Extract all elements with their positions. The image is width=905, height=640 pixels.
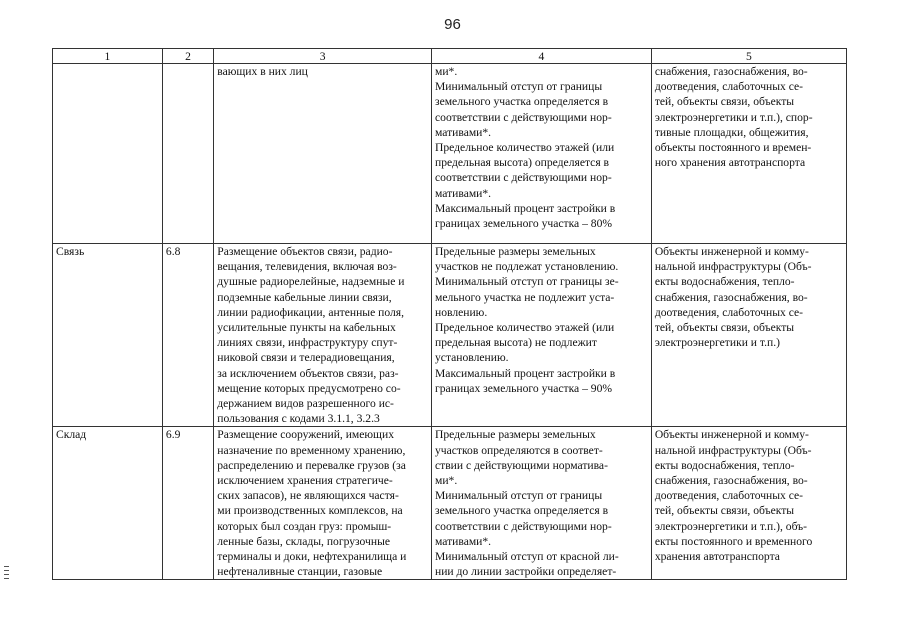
cell-text-line: нии до линии застройки определяет- [435, 565, 617, 579]
cell-text-line: участков определяются в соответ- [435, 443, 603, 457]
cell-text-line: мативами*. [435, 186, 492, 200]
cell-text-line: электроэнергетики и т.п.), спор- [654, 110, 813, 124]
cell-text-line: Склад [56, 428, 87, 442]
cell-text-line: тей, объекты связи, объекты [654, 504, 795, 518]
cell-text-line: терминалы и доки, нефтехранилища и [217, 550, 407, 564]
cell-text-line: Минимальный отступ от границы [435, 80, 603, 94]
cell-text-line: 6.9 [165, 428, 181, 442]
cell-text-line: екты постоянного и временного [654, 534, 813, 548]
page-number: 96 [444, 16, 461, 33]
cell-text-line: тивные площадки, общежития, [654, 125, 809, 139]
cell-text-line: исключением хранения стратегиче- [217, 474, 393, 488]
cell-text-line: границах земельного участка – 90% [435, 381, 613, 395]
allowed-objects-cell [651, 427, 846, 580]
land-use-code-cell [162, 244, 213, 427]
cell-text-line: хранения автотранспорта [654, 550, 780, 564]
cell-text-line: распределению и перевалке грузов (за [217, 458, 406, 472]
cell-text-line: за исключением объектов связи, раз- [217, 366, 399, 380]
cell-text-line: ских запасов), не являющихся частя- [217, 489, 399, 503]
cell-text-line: Предельные размеры земельных [435, 428, 596, 442]
cell-text-line: Размещение сооружений, имеющих [217, 428, 394, 442]
cell-text-line: мативами*. [435, 125, 492, 139]
column-number-1: 1 [53, 49, 163, 64]
cell-text-line: соответствии с действующими нор- [435, 110, 612, 124]
cell-text-line: нальной инфраструктуры (Объ- [654, 443, 812, 457]
cell-text-line: нефтеналивные станции, газовые [217, 565, 383, 579]
column-number-4: 4 [432, 49, 652, 64]
cell-text-line: Связь [56, 245, 85, 258]
allowed-objects-cell [651, 244, 846, 427]
cell-text-line: 6.8 [165, 245, 181, 258]
cell-text-line: установлению. [435, 351, 509, 365]
allowed-objects-cell [651, 64, 846, 244]
cell-text-line: электроэнергетики и т.п.) [654, 336, 780, 350]
cell-text-line: нальной инфраструктуры (Объ- [654, 260, 812, 274]
cell-text-line: земельного участка определяется в [435, 95, 609, 109]
cell-text-line: предельная высота) не подлежит [435, 336, 597, 350]
land-use-code-cell [162, 64, 213, 244]
cell-text-line: участков не подлежат установлению. [435, 260, 619, 274]
land-use-name-cell [53, 244, 163, 427]
cell-text-line: пользования с кодами 3.1.1, 3.2.3 [217, 412, 380, 426]
cell-text-line: новлению. [435, 305, 488, 319]
cell-text-line: Объекты инженерной и комму- [654, 245, 809, 258]
column-number-row [53, 49, 847, 64]
cell-text-line: екты водоснабжения, тепло- [654, 275, 795, 289]
cell-text-line: тей, объекты связи, объекты [654, 321, 795, 335]
cell-text-line: Максимальный процент застройки в [435, 201, 616, 215]
cell-text-line: Минимальный отступ от границы [435, 489, 603, 503]
cell-text-line: ленные базы, склады, погрузочные [217, 534, 391, 548]
cell-text-line: линии радиофикации, антенные поля, [217, 305, 404, 319]
cell-text-line: соответствии с действующими нор- [435, 519, 612, 533]
cell-text-line: электроэнергетики и т.п.), объ- [654, 519, 808, 533]
cell-text-line: держанием видов разрешенного ис- [217, 397, 394, 411]
cell-text-line: Предельное количество этажей (или [435, 141, 615, 155]
cell-text-line: доотведения, слаботочных се- [654, 489, 804, 503]
land-use-code-cell [162, 427, 213, 580]
cell-text-line: земельного участка определяется в [435, 504, 609, 518]
column-number-5: 5 [651, 49, 846, 64]
building-parameters-cell [432, 64, 652, 244]
cell-text-line: Предельное количество этажей (или [435, 321, 615, 335]
cell-text-line: снабжения, газоснабжения, во- [654, 474, 808, 488]
cell-text-line: ми*. [435, 474, 458, 488]
cell-text-line: тей, объекты связи, объекты [654, 95, 795, 109]
cell-text-line: душные радиорелейные, надземные и [217, 275, 405, 289]
cell-text-line: подземные кабельные линии связи, [217, 290, 392, 304]
cell-text-line: Размещение объектов связи, радио- [217, 245, 393, 258]
cell-text-line: мельного участка не подлежит уста- [435, 290, 615, 304]
cell-text-line: мативами*. [435, 534, 492, 548]
binding-edge-marks [4, 566, 9, 582]
cell-text-line: усилительные пункты на кабельных [217, 321, 396, 335]
table-row [53, 64, 847, 244]
cell-text-line: вещания, телевидения, включая воз- [217, 260, 397, 274]
building-parameters-cell [432, 244, 652, 427]
land-use-description-cell [214, 244, 432, 427]
cell-text-line: ствии с действующими норматива- [435, 458, 608, 472]
land-use-description-cell [214, 427, 432, 580]
cell-text-line: снабжения, газоснабжения, во- [654, 290, 808, 304]
cell-text-line: объекты постоянного и времен- [654, 141, 812, 155]
cell-text-line: доотведения, слаботочных се- [654, 80, 804, 94]
column-number-3: 3 [214, 49, 432, 64]
cell-text-line: доотведения, слаботочных се- [654, 305, 804, 319]
cell-text-line: никовой связи и телерадиовещания, [217, 351, 395, 365]
cell-text-line: которых был создан груз: промыш- [217, 519, 392, 533]
cell-text-line: ми*. [435, 65, 458, 78]
zoning-table [52, 48, 847, 580]
building-parameters-cell [432, 427, 652, 580]
cell-text-line: Максимальный процент застройки в [435, 366, 616, 380]
cell-text-line: вающих в них лиц [217, 65, 308, 78]
land-use-name-cell [53, 427, 163, 580]
cell-text-line: Предельные размеры земельных [435, 245, 596, 258]
cell-text-line: границах земельного участка – 80% [435, 217, 613, 231]
land-use-name-cell [53, 64, 163, 244]
cell-text-line: Минимальный отступ от границы зе- [435, 275, 619, 289]
table-row [53, 244, 847, 427]
cell-text-line: снабжения, газоснабжения, во- [654, 65, 808, 78]
cell-text-line: линиях связи, инфраструктуру спут- [217, 336, 398, 350]
cell-text-line: Минимальный отступ от красной ли- [435, 550, 619, 564]
cell-text-line: ного хранения автотранспорта [654, 156, 806, 170]
cell-text-line: екты водоснабжения, тепло- [654, 458, 795, 472]
cell-text-line: назначение по временному хранению, [217, 443, 406, 457]
table-row [53, 427, 847, 580]
cell-text-line: предельная высота) определяется в [435, 156, 610, 170]
cell-text-line: Объекты инженерной и комму- [654, 428, 809, 442]
column-number-2: 2 [162, 49, 213, 64]
cell-text-line: ми производственных комплексов, на [217, 504, 403, 518]
cell-text-line: мещение которых предусмотрено со- [217, 381, 401, 395]
cell-text-line: соответствии с действующими нор- [435, 171, 612, 185]
land-use-description-cell [214, 64, 432, 244]
